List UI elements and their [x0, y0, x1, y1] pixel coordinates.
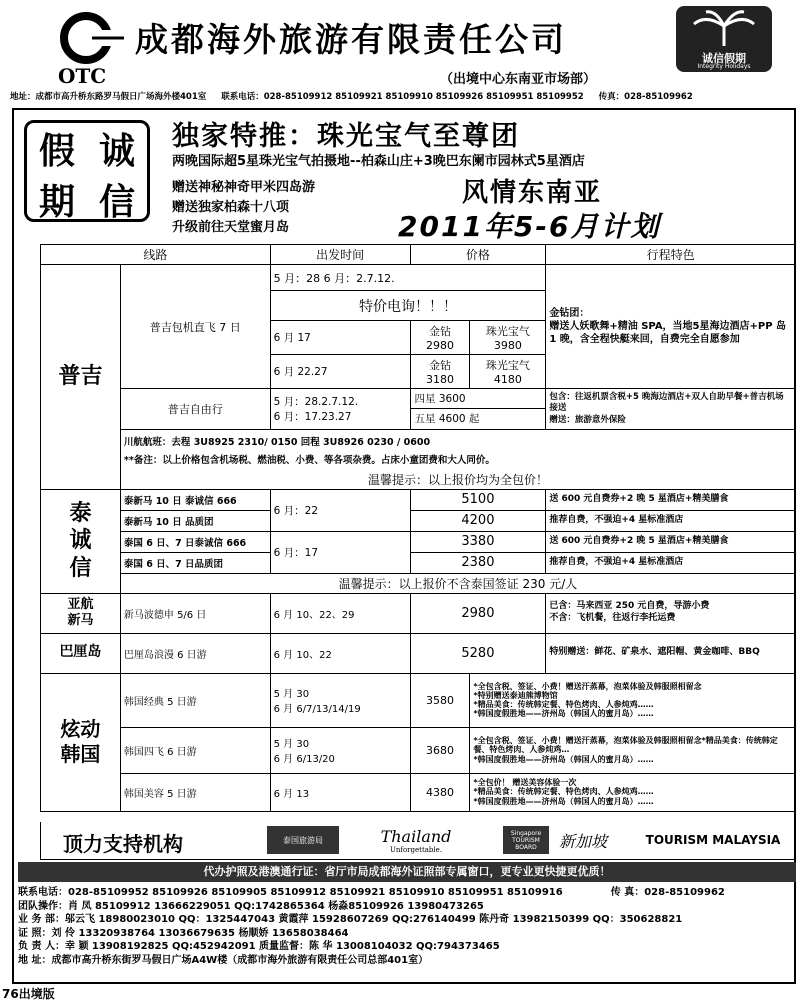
price-cell [410, 389, 546, 430]
table-row [41, 552, 796, 573]
palm-icon [676, 6, 772, 50]
page-label: 76出境版 [2, 987, 55, 1001]
special-price: 特价电询！！！ [270, 291, 546, 321]
price-cell: 3580 [410, 673, 470, 727]
table-row [41, 531, 796, 552]
thailand-tourism-logo: 泰国旅游局 [267, 826, 339, 854]
promo-line: 赠送独家柏森十八项 [172, 200, 290, 215]
table-row [41, 633, 796, 673]
footer-text: 证 照：刘 伶 13320938764 13036679635 杨顺娇 13658038464 [18, 927, 349, 939]
contact-address: 地址：成都市高升桥东路罗马假日广场海外楼401室 [10, 92, 207, 102]
integrity-holidays-logo [676, 6, 772, 72]
date-cell: 6 月 10、22 [270, 633, 410, 673]
remark-cell [120, 430, 795, 470]
price-cell: 3380 [410, 531, 546, 552]
date-cell: 6 月：22 [270, 489, 410, 531]
price-gold: 金钻 2980 [410, 321, 470, 355]
footer-text: 业 务 部：邬云飞 18980023010 QQ：1325447043 黄霞萍 15928607269 QQ:276140499 陈丹奇 13982150399 QQ：350628821 [18, 914, 683, 925]
promo-line: 赠送神秘神奇甲米四岛游 [172, 180, 316, 195]
sea-title: 风情东南亚 [462, 178, 603, 208]
footer-row [18, 913, 796, 927]
price-cell: 4380 [410, 773, 470, 811]
stamp-char: 信 [98, 181, 135, 223]
integrity-stamp [24, 120, 150, 222]
feature-cell: 包含：往返机票含税+5 晚海边酒店+双人自助早餐+普吉机场接送 赠送：旅游意外保险 [546, 389, 796, 430]
table-row [41, 430, 796, 470]
table-row [41, 593, 796, 633]
table-row [41, 773, 796, 811]
feature-cell: 推荐自费，不强迫+4 星标准酒店 [546, 510, 796, 531]
price-pearl: 珠光宝气 4180 [470, 355, 546, 389]
col-header-price: 价格 [410, 245, 546, 265]
price-cell: 3680 [410, 727, 470, 773]
thailand-logo-text: Thailand [380, 826, 452, 846]
feature-cell: 金钻团： 赠送人妖歌舞+精油 SPA，当地5星海边酒店+PP 岛 1 晚，含全程快艇来回，自费完全自愿参加 [546, 265, 796, 389]
feature-cell: 已含：马来西亚 250 元自费，导游小费 不含：飞机餐，往返行李托运费 [546, 593, 796, 633]
footer-row [18, 954, 796, 968]
thailand-logo-tagline: Unforgettable. [389, 845, 443, 854]
date-cell: 6 月 22.27 [270, 355, 410, 389]
header [0, 0, 800, 108]
region-airasia: 亚航 新马 [41, 593, 121, 633]
date-cell: 6 月：17 [270, 531, 410, 573]
contact-phone: 联系电话：028-85109912 85109921 85109910 85109926 85109951 85109952 [221, 92, 584, 102]
feature-cell: 推荐自费，不强迫+4 星标准酒店 [546, 552, 796, 573]
integrity-logo-sub: Integrity Holidays [697, 63, 751, 70]
table-row [41, 673, 796, 727]
price-cell: 4200 [410, 510, 546, 531]
route-cell: 普吉自由行 [120, 389, 270, 430]
table-header-row [41, 245, 796, 265]
price-gold: 金钻 3180 [410, 355, 470, 389]
price-cell: 2380 [410, 552, 546, 573]
feature-cell: 特别赠送：鲜花、矿泉水、遮阳帽、黄金咖啡、BBQ [546, 633, 796, 673]
footer-text: 负 责 人：幸 颖 13908192825 QQ:452942091 质量监督：陈 华 13008104032 QQ:794373465 [18, 941, 500, 952]
footer-contacts [18, 886, 796, 967]
remark: **备注：以上价格包含机场税、燃油税、小费、等各项杂费。占床小童团费和大人同价。 [123, 454, 495, 466]
date-cell: 5 月 30 6 月 6/13/20 [270, 727, 410, 773]
date-cell: 5 月：28.2.7.12. 6 月：17.23.27 [270, 389, 410, 430]
region-korea: 炫动 韩国 [41, 673, 121, 811]
integrity-logo-title: 诚信假期 [702, 52, 746, 65]
route-cell: 泰国 6 日、7 日泰诚信 666 [120, 531, 270, 552]
footer-text: 地 址：成都市高升桥东街罗马假日广场A4W楼（成都市海外旅游有限责任公司总部401室） [18, 954, 429, 966]
col-header-route: 线路 [41, 245, 271, 265]
date-cell: 6 月 10、22、29 [270, 593, 410, 633]
route-cell: 泰国 6 日、7 日品质团 [120, 552, 270, 573]
footer-row [18, 900, 796, 914]
singapore-logo-text: 新加坡 [558, 831, 607, 851]
date-cell: 6 月 17 [270, 321, 410, 355]
footer-text: 联系电话：028-85109952 85109926 85109905 85109912 85109921 85109910 85109951 85109916 [18, 887, 563, 898]
tip-phuket: 温馨提示：以上报价均为全包价！ [120, 470, 795, 490]
feature-cell: *全包价！ 赠送美容体验一次 *精品美食：传统韩定餐、特色烤肉、人参炖鸡…… *韩国度假胜地——济州岛（韩国人的蜜月岛）…… [470, 773, 796, 811]
col-header-feature: 行程特色 [546, 245, 796, 265]
route-cell: 泰新马 10 日 品质团 [120, 510, 270, 531]
plan-title: 2011年5-6月计划 [398, 210, 661, 243]
otc-text: OTC [58, 64, 107, 88]
company-name: 成都海外旅游有限责任公司 [135, 20, 567, 59]
route-cell: 巴厘岛浪漫 6 日游 [120, 633, 270, 673]
price-cell: 5280 [410, 633, 546, 673]
table-row [41, 727, 796, 773]
region-bali: 巴厘岛 [41, 633, 121, 673]
date-cell: 6 月 13 [270, 773, 410, 811]
footer-text: 传 真：028-85109962 [610, 887, 725, 898]
contact-bar [10, 90, 795, 103]
singapore-tourism-logo: Singapore TOURISM BOARD [503, 826, 549, 854]
headline-title: 独家特推：珠光宝气至尊团 [172, 121, 520, 152]
route-cell: 韩国经典 5 日游 [120, 673, 270, 727]
table-row [41, 389, 796, 430]
flight-info: 川航航班：去程 3U8925 2310/ 0150 回程 3U8926 0230 / 0600 [123, 436, 431, 448]
tip-thai: 温馨提示：以上报价不含泰国签证 230 元/人 [120, 573, 795, 593]
footer-row [18, 927, 796, 941]
sponsor-label: 顶力支持机构 [63, 832, 183, 856]
date-cell: 5 月 30 6 月 6/7/13/14/19 [270, 673, 410, 727]
thailand-logo [361, 826, 471, 854]
footer-row [18, 940, 796, 954]
route-cell: 韩国四飞 6 日游 [120, 727, 270, 773]
route-cell: 新马波德申 5/6 日 [120, 593, 270, 633]
stamp-char: 诚 [98, 130, 135, 172]
table-row [41, 470, 796, 490]
promo-line: 升级前往天堂蜜月岛 [172, 220, 290, 235]
feature-cell: 送 600 元自费券+2 晚 5 星酒店+精美膳食 [546, 489, 796, 510]
col-header-date: 出发时间 [270, 245, 410, 265]
table-row [41, 510, 796, 531]
price-pearl: 珠光宝气 3980 [470, 321, 546, 355]
feature-cell: *全包含税、签证、小费！赠送汗蒸幕，泡菜体验及韩服照相留念*精品美食：传统韩定餐、特色烤肉、人参炖鸡… *韩国度假胜地——济州岛（韩国人的蜜月岛）…… [470, 727, 796, 773]
table-row [41, 265, 796, 291]
feature-cell: 送 600 元自费券+2 晚 5 星酒店+精美膳食 [546, 531, 796, 552]
sponsor-row [40, 822, 796, 860]
tourism-malaysia-logo: TOURISM MALAYSIA [645, 833, 781, 847]
visa-bar: 代办护照及港澳通行证：省厅市局成都海外证照部专属窗口，更专业更快捷更优质！ [18, 862, 796, 882]
route-cell: 普吉包机直飞 7 日 [120, 265, 270, 389]
footer-row [18, 886, 796, 900]
table-row [41, 489, 796, 510]
stamp-char: 假 [38, 130, 75, 172]
promo-line: 两晚国际超5星珠光宝气拍摄地--柏森山庄+3晚巴东阑市园林式5星酒店 [172, 154, 585, 169]
route-cell: 韩国美容 5 日游 [120, 773, 270, 811]
region-thai-integrity: 泰 诚 信 [41, 489, 121, 593]
tour-table [40, 244, 796, 812]
price-cell: 2980 [410, 593, 546, 633]
otc-logo [56, 8, 126, 88]
footer-text: 团队操作：肖 凤 85109912 13666229051 QQ:1742865364 杨淼85109926 13980473265 [18, 900, 484, 912]
price-4star: 四星 3600 [411, 389, 546, 409]
contact-fax: 传真：028-85109962 [598, 92, 693, 102]
price-5star: 五星 4600 起 [414, 413, 480, 425]
region-phuket: 普吉 [41, 265, 121, 490]
date-cell: 5 月：28 6 月：2.7.12. [270, 265, 546, 291]
department: （出境中心东南亚市场部） [440, 72, 597, 87]
stamp-char: 期 [38, 181, 75, 223]
price-cell: 5100 [410, 489, 546, 510]
table-row [41, 573, 796, 593]
feature-cell: *全包含税、签证、小费！赠送汗蒸幕，泡菜体验及韩服照相留念 *特别赠送泰迪熊博物馆 *精品美食：传统韩定餐、特色烤肉、人参炖鸡…… *韩国度假胜地——济州岛（韩国人的蜜月岛）…… [470, 673, 796, 727]
route-cell: 泰新马 10 日 泰诚信 666 [120, 489, 270, 510]
